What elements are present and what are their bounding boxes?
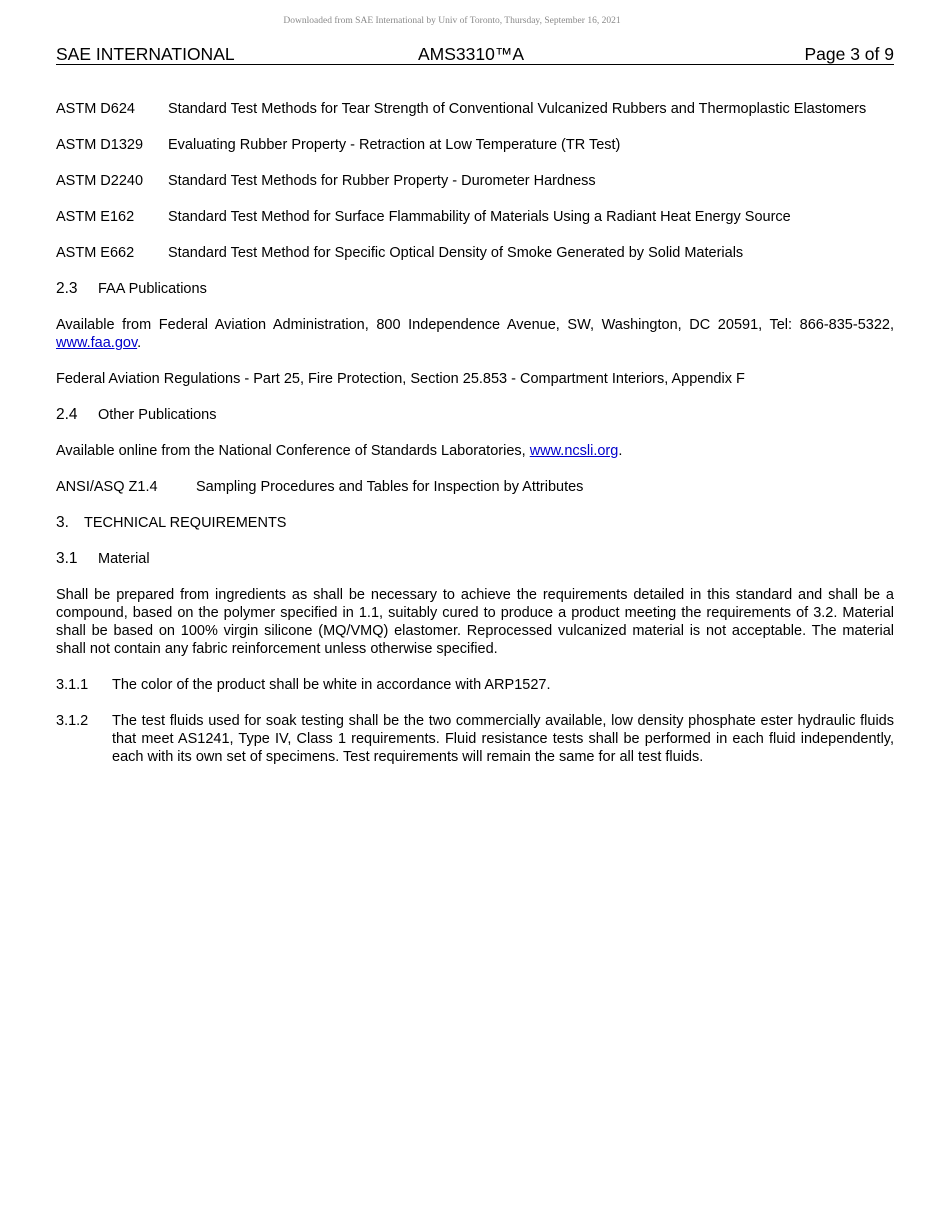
subsection-number: 3.1.2 xyxy=(56,713,89,729)
section-title: TECHNICAL REQUIREMENTS xyxy=(84,515,287,531)
section-3-1-heading xyxy=(56,550,894,568)
reference-title: Standard Test Method for Surface Flammability of Materials Using a Radiant Heat Energy Source xyxy=(168,209,791,225)
download-watermark: Downloaded from SAE International by Univ of Toronto, Thursday, September 16, 2021 xyxy=(283,16,621,26)
reference-row xyxy=(56,136,894,154)
subsection-text: The test fluids used for soak testing shall be the two commercially available, low density phosphate ester hydraulic fluids that meet AS1241, Type IV, Class 1 requirements. Fluid resistance tests shall be performed in each fluid independently, each with its own set of specimens. Test requirements will remain the same for all test fluids. xyxy=(112,713,894,765)
subsection-row xyxy=(56,712,894,766)
reference-code: ASTM E162 xyxy=(56,209,135,225)
reference-title: Sampling Procedures and Tables for Inspection by Attributes xyxy=(196,479,584,495)
faa-link[interactable]: www.faa.gov xyxy=(56,335,138,351)
reference-row xyxy=(56,478,894,496)
section-number: 2.4 xyxy=(56,406,78,423)
ncsli-availability-paragraph xyxy=(56,442,894,460)
section-title: Material xyxy=(98,551,150,567)
section-2-4-heading xyxy=(56,406,894,424)
reference-code: ASTM E662 xyxy=(56,245,135,261)
faa-availability-paragraph xyxy=(56,316,894,352)
reference-title: Standard Test Methods for Tear Strength of Conventional Vulcanized Rubbers and Thermoplastic Elastomers xyxy=(168,101,867,117)
reference-code: ASTM D1329 xyxy=(56,137,144,153)
header-page-number: Page 3 of 9 xyxy=(804,44,894,64)
section-title: Other Publications xyxy=(98,407,217,423)
subsection-number: 3.1.1 xyxy=(56,677,89,693)
paragraph-end: . xyxy=(618,443,623,459)
reference-code: ASTM D624 xyxy=(56,101,135,117)
page-header xyxy=(56,44,894,65)
section-number: 3. xyxy=(56,514,69,531)
paragraph-text: Available online from the National Conference of Standards Laboratories, xyxy=(56,443,530,459)
material-paragraph: Shall be prepared from ingredients as shall be necessary to achieve the requirements detailed in this standard and shall be a compound, based on the polymer specified in 1.1, suitably cured to produce a product meeting the requirements of 3.2. Material shall be based on 100% virgin silicone (MQ/VMQ) elastomer. Reprocessed vulcanized material is not acceptable. The material shall not contain any fabric reinforcement unless otherwise specified. xyxy=(56,587,894,657)
reference-row xyxy=(56,100,894,118)
reference-code: ANSI/ASQ Z1.4 xyxy=(56,479,158,495)
document-body xyxy=(56,100,894,784)
paragraph-end: . xyxy=(137,335,142,351)
section-title: FAA Publications xyxy=(98,281,207,297)
section-2-3-heading xyxy=(56,280,894,298)
section-number: 3.1 xyxy=(56,550,78,567)
subsection-text: The color of the product shall be white in accordance with ARP1527. xyxy=(112,677,551,693)
reference-title: Standard Test Methods for Rubber Property - Durometer Hardness xyxy=(168,173,596,189)
subsection-row xyxy=(56,676,894,694)
reference-title: Standard Test Method for Specific Optical Density of Smoke Generated by Solid Materials xyxy=(168,245,744,261)
reference-code: ASTM D2240 xyxy=(56,173,144,189)
reference-title: Evaluating Rubber Property - Retraction at Low Temperature (TR Test) xyxy=(168,137,621,153)
section-number: 2.3 xyxy=(56,280,78,297)
far-reference: Federal Aviation Regulations - Part 25, Fire Protection, Section 25.853 - Compartment Interiors, Appendix F xyxy=(56,371,745,387)
section-3-heading xyxy=(56,514,894,532)
paragraph-text: Available from Federal Aviation Administration, 800 Independence Avenue, SW, Washington, DC 20591, Tel: 866-835-5322, xyxy=(56,317,894,333)
header-document-number: AMS3310™A xyxy=(418,44,525,64)
header-organization: SAE INTERNATIONAL xyxy=(56,44,235,64)
ncsli-link[interactable]: www.ncsli.org xyxy=(529,443,619,459)
reference-row xyxy=(56,208,894,226)
reference-row xyxy=(56,244,894,262)
reference-row xyxy=(56,172,894,190)
